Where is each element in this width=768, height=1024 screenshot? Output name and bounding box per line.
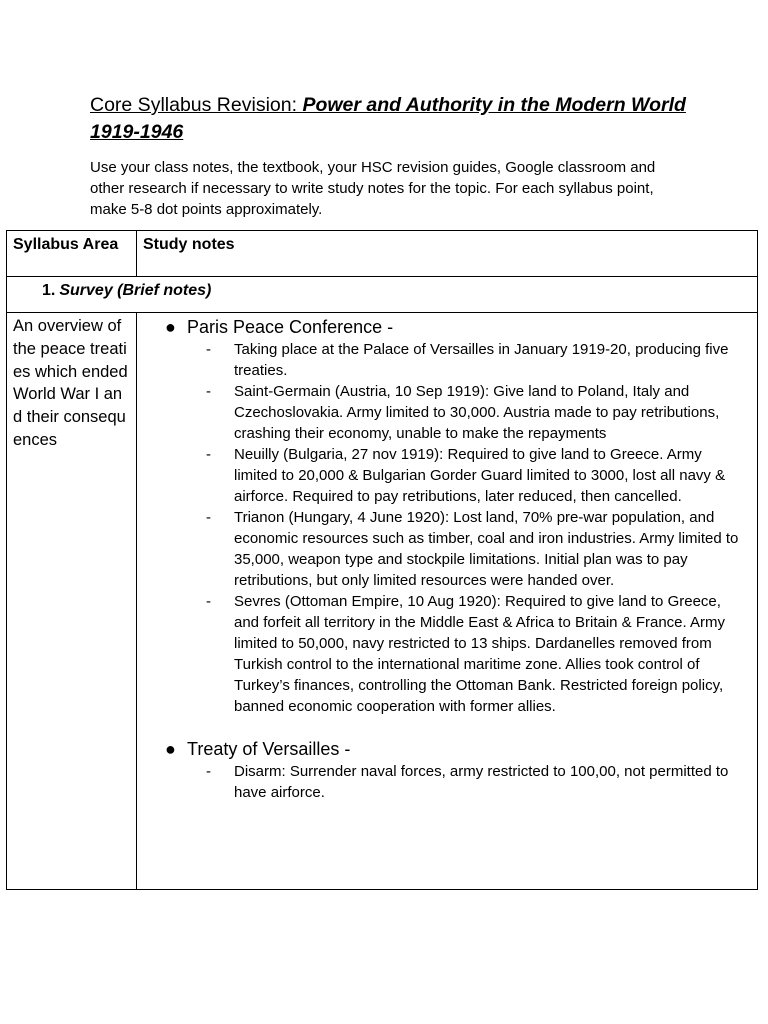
title-prefix: Core Syllabus Revision: (90, 94, 303, 116)
note-text: Taking place at the Palace of Versailles in January 1919-20, producing five treaties. (234, 341, 729, 379)
survey-cell (7, 277, 758, 313)
note-text: Disarm: Surrender naval forces, army restricted to 100,00, not permitted to have airforce. (234, 763, 729, 801)
dash-icon: - (206, 763, 211, 780)
bullet-paris-peace-conference (165, 315, 749, 339)
study-notes-table (6, 230, 758, 890)
versailles-notes (205, 761, 749, 803)
header-syllabus-area: Syllabus Area (7, 231, 137, 277)
dash-icon: - (206, 446, 211, 463)
note-text: Saint-Germain (Austria, 10 Sep 1919): Give land to Poland, Italy and Czechoslovakia. Army limited to 30,000. Austria made to pay retributions, crashing their economy, unable to make the repayments (234, 383, 720, 442)
list-item (205, 444, 749, 507)
bullet-treaty-of-versailles (165, 737, 749, 761)
survey-label: Survey (Brief notes) (59, 282, 212, 299)
list-item (205, 339, 749, 381)
table-header-row (7, 231, 758, 277)
list-item (205, 591, 749, 717)
bullet-icon: ● (165, 739, 176, 759)
dash-icon: - (206, 593, 211, 610)
bullet-icon: ● (165, 317, 176, 337)
table-row (7, 313, 758, 890)
instructions-paragraph: Use your class notes, the textbook, your HSC revision guides, Google classroom and other research if necessary to write study notes for the topic. For each syllabus point, make 5-8 dot points approximately. (90, 159, 656, 218)
bullet-label: Treaty of Versailles - (187, 739, 351, 759)
list-item (205, 761, 749, 803)
survey-number: 1. (42, 282, 56, 299)
note-text: Trianon (Hungary, 4 June 1920): Lost land, 70% pre-war population, and economic resources such as timber, coal and iron industries. Army limited to 35,000, weapon type and stockpile limitations. Initial plan was to pay retributions, but only limited resources were handed over. (234, 509, 739, 589)
dash-icon: - (206, 383, 211, 400)
document-title (90, 92, 690, 146)
bullet-label: Paris Peace Conference - (187, 317, 394, 337)
study-notes-cell (137, 313, 758, 890)
title-topic: Power and Authority in the Modern World 1919-1946 (90, 94, 686, 143)
note-text: Sevres (Ottoman Empire, 10 Aug 1920): Required to give land to Greece, and forfeit all territory in the Middle East & Africa to Britain & France. Army limited to 50,000, navy restricted to 13 ships. Dardanelles removed from Turkish control to the international maritime zone. Allies took control of Turkey’s finances, controlling the Ottoman Bank. Restricted foreign policy, banned economic cooperation with former allies. (234, 593, 726, 715)
list-item (205, 507, 749, 591)
list-item (205, 381, 749, 444)
dash-icon: - (206, 509, 211, 526)
dash-icon: - (206, 341, 211, 358)
header-study-notes: Study notes (137, 231, 758, 277)
paris-conference-notes (205, 339, 749, 717)
survey-row (7, 277, 758, 313)
syllabus-area-cell: An overview of the peace treaties which ended World War I and their consequences (7, 313, 137, 890)
note-text: Neuilly (Bulgaria, 27 nov 1919): Required to give land to Greece. Army limited to 20,000 & Bulgarian Gorder Guard limited to 3000, lost all navy & airforce. Required to pay retributions, later reduced, then cancelled. (234, 446, 726, 505)
